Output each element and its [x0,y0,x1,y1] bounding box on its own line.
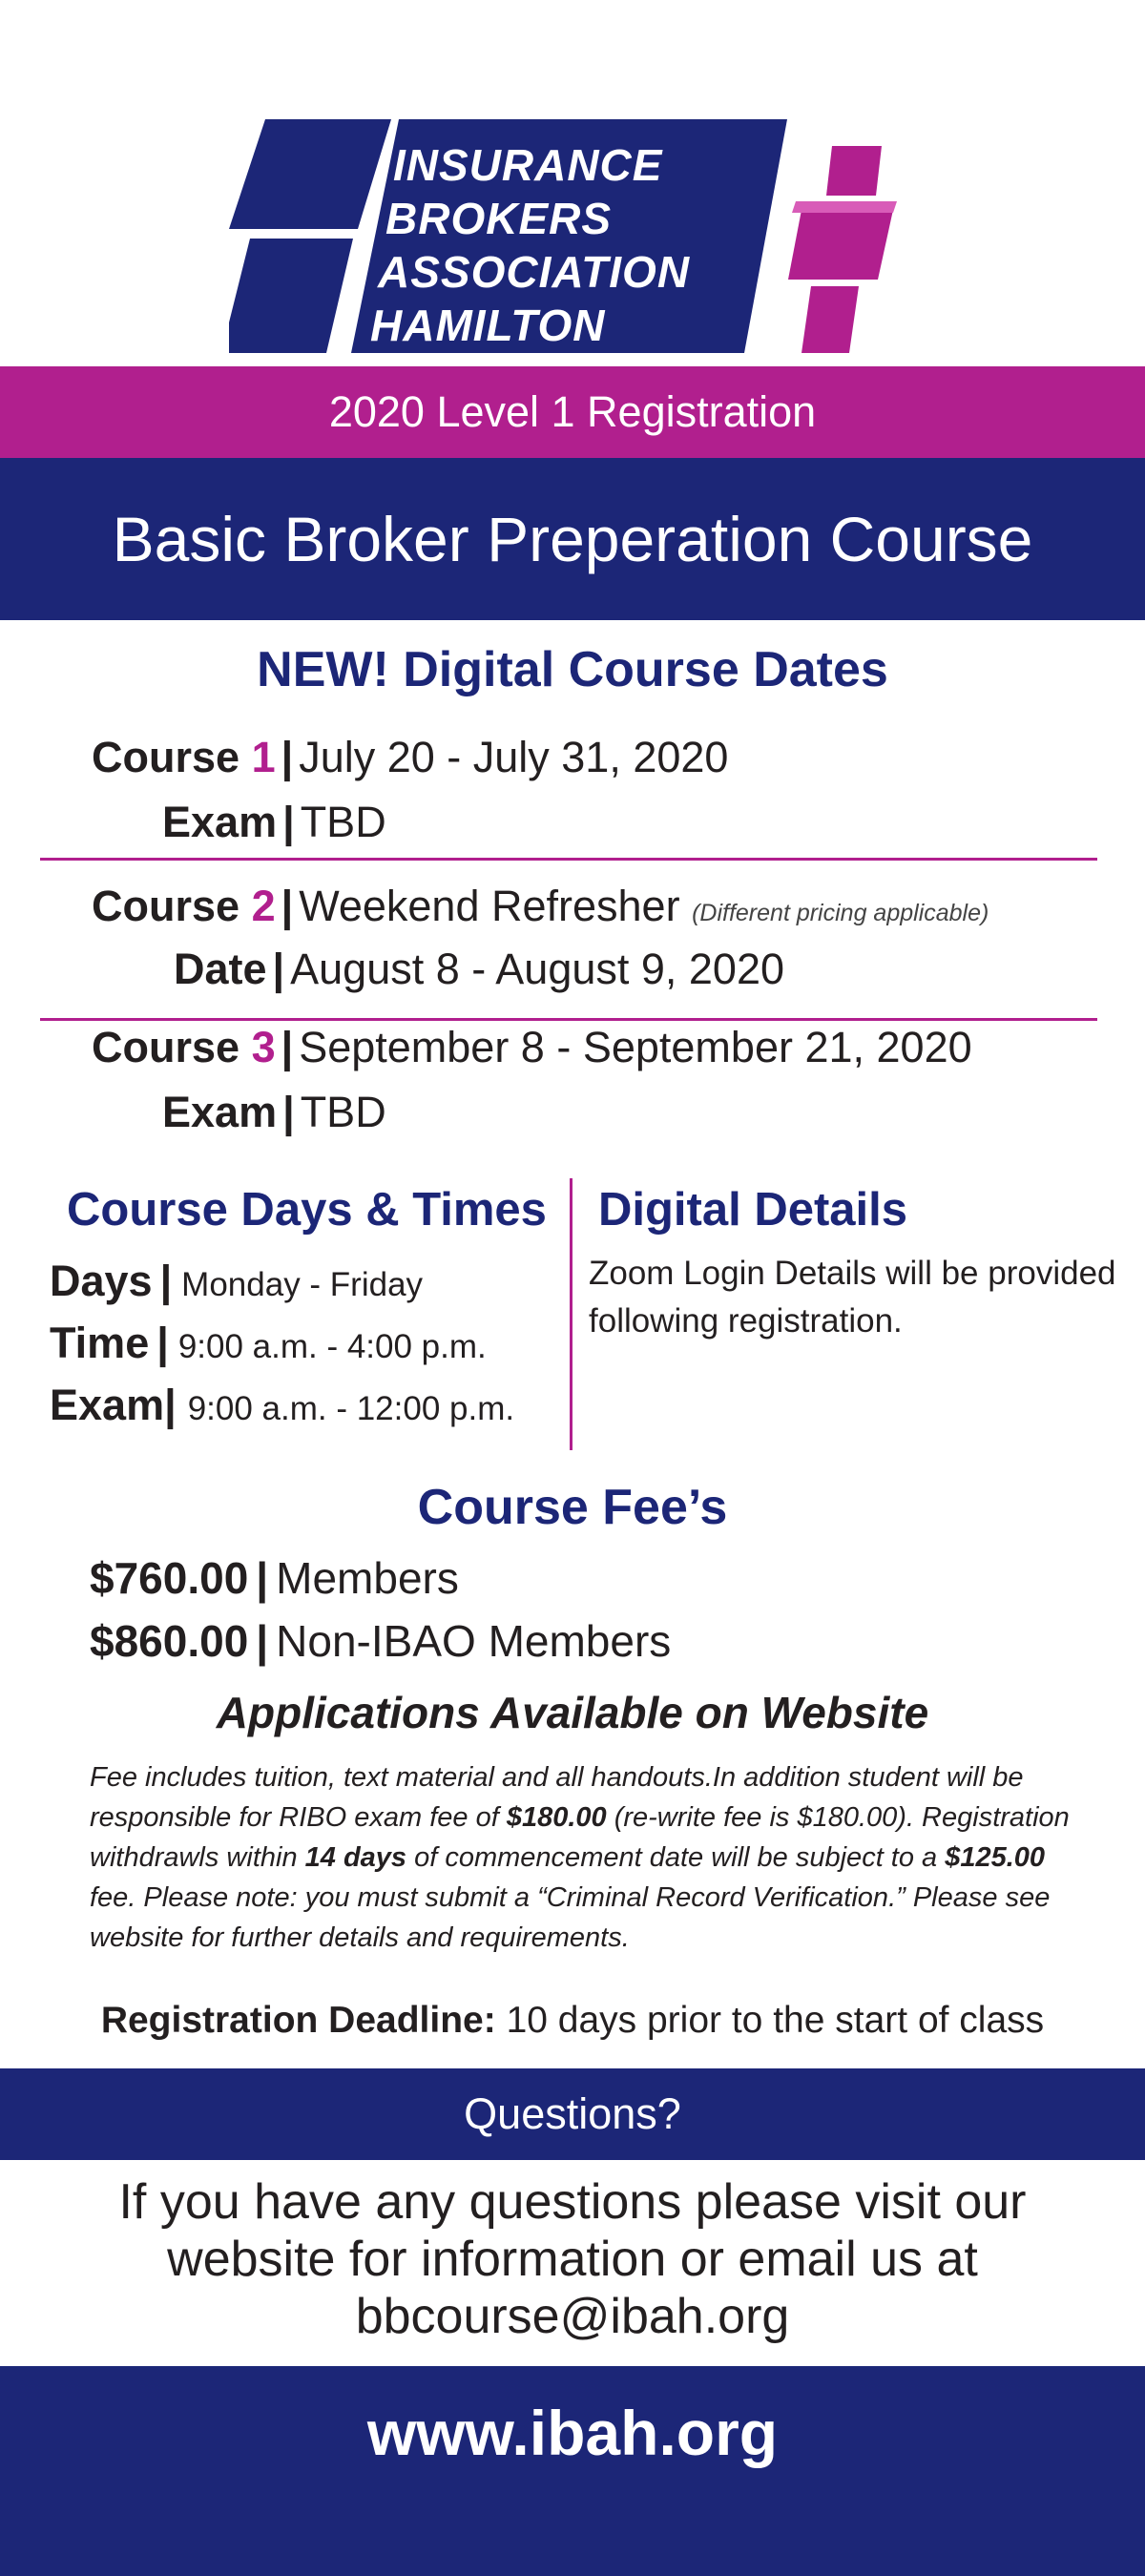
logo-line: ASSOCIATION [378,247,691,297]
exam-time-label: Exam [50,1381,165,1429]
exam-time-row: Exam| 9:00 a.m. - 12:00 p.m. [50,1381,515,1429]
days-label: Days [50,1257,153,1305]
course-label: Course [92,1023,240,1071]
registration-banner: 2020 Level 1 Registration [0,366,1145,458]
course-2-date-row: Date | August 8 - August 9, 2020 [174,945,785,993]
days-value: Monday - Friday [181,1266,424,1303]
applications-note: Applications Available on Website [216,1688,929,1737]
course-1-row: Course 1 | July 20 - July 31, 2020 [92,733,729,781]
course-number: 3 [251,1023,276,1071]
time-row: Time | 9:00 a.m. - 4:00 p.m. [50,1319,487,1367]
time-label: Time [50,1319,150,1367]
course-number: 2 [251,882,276,930]
course-number: 1 [251,733,276,781]
course-dates: July 20 - July 31, 2020 [299,733,729,781]
course-3-row: Course 3 | September 8 - September 21, 2020 [92,1023,972,1071]
registration-deadline [0,2000,1145,2042]
fee-price: $760.00 [90,1553,249,1603]
course-label: Course [92,882,240,930]
fee-audience: Members [276,1553,459,1603]
column-divider [570,1178,572,1450]
questions-text: If you have any questions please visit our website for information or email us at bbcourse@ibah.org [118,2174,1027,2344]
logo-line: HAMILTON [370,301,606,350]
deadline-value: 10 days prior to the start of class [506,2000,1045,2041]
fee-row-non-members: $860.00 | Non-IBAO Members [90,1616,672,1666]
course-1-exam-row: Exam | TBD [162,798,386,846]
course-title-banner: Basic Broker Preperation Course [0,458,1145,620]
fine-print-text: fee. Please note: you must submit a “Criminal Record Verification.” Please see website for further details and requirements. [90,1882,1051,1953]
course-dates: September 8 - September 21, 2020 [299,1023,972,1071]
time-value: 9:00 a.m. - 4:00 p.m. [177,1328,487,1365]
website-link[interactable]: www.ibah.org [366,2398,779,2468]
ibah-logo [229,119,897,358]
fee-audience: Non-IBAO Members [276,1616,672,1666]
fine-print-text: Fee includes tuition, text material and all handouts.In addition student will be responsible for RIBO exam fee of [90,1762,1024,1833]
withdrawal-fee: $125.00 [945,1842,1046,1873]
days-row: Days | Monday - Friday [50,1257,424,1305]
withdrawal-window: 14 days [304,1842,407,1873]
course-3-exam-row: Exam | TBD [162,1088,386,1136]
exam-label: Exam [162,798,278,846]
fee-price: $860.00 [90,1616,249,1666]
ribo-fee: $180.00 [506,1802,607,1833]
exam-value: TBD [300,1088,386,1136]
exam-time-value: 9:00 a.m. - 12:00 p.m. [187,1390,515,1427]
course-fees-heading: Course Fee’s [417,1480,728,1535]
days-times-heading: Course Days & Times [67,1184,547,1236]
course-dates: Weekend Refresher [299,882,680,930]
pricing-note: (Different pricing applicable) [692,900,989,926]
course-2-row: Course 2 | Weekend Refresher (Different pricing applicable) [92,882,989,930]
logo-line: INSURANCE [393,140,663,190]
questions-banner: Questions? [0,2068,1145,2160]
digital-details-text: Zoom Login Details will be provided following registration. [589,1255,1116,1340]
logo-line: BROKERS [385,194,613,243]
fine-print-text: of commencement date will be subject to a [406,1842,946,1873]
logo-wordmark [370,138,985,352]
course-label: Course [92,733,240,781]
deadline-label: Registration Deadline: [100,2000,496,2041]
divider [40,858,1097,861]
fine-print-text: (re-write fee is $180.00). Registration withdrawls within [90,1802,1070,1873]
digital-details-heading: Digital Details [598,1184,908,1236]
fee-row-members: $760.00 | Members [90,1553,459,1603]
fee-fine-print [90,1757,1072,1958]
course-dates-heading: NEW! Digital Course Dates [257,642,888,697]
date-label: Date [174,945,267,993]
exam-value: TBD [300,798,386,846]
website-footer [0,2366,1145,2576]
exam-label: Exam [162,1088,278,1136]
date-value: August 8 - August 9, 2020 [290,945,785,993]
